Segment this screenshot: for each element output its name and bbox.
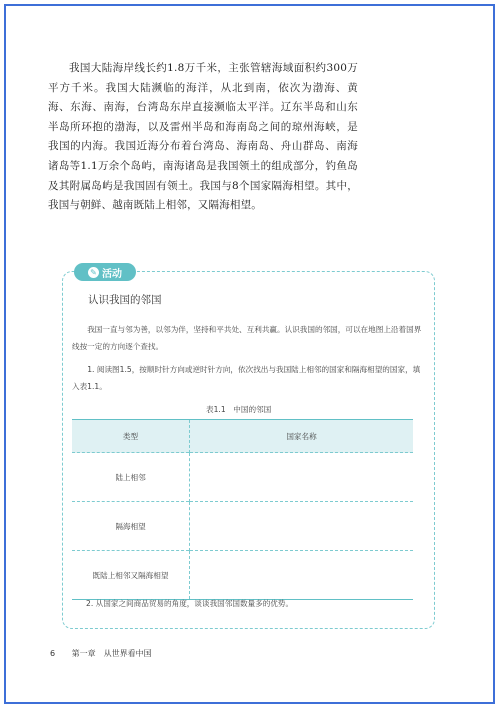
table-row-type: 陆上相邻 — [72, 453, 190, 502]
table-row — [72, 551, 413, 600]
chapter-title: 第一章 从世界看中国 — [71, 649, 152, 658]
table-header-row — [72, 420, 413, 453]
page-footer — [50, 648, 152, 659]
neighbors-table — [72, 419, 413, 600]
table-header-type: 类型 — [72, 420, 190, 453]
activity-badge — [74, 263, 136, 281]
activity-badge-label: 活动 — [102, 268, 122, 280]
table-row-type: 隔海相望 — [72, 502, 190, 551]
pencil-icon: ✎ — [88, 267, 99, 278]
activity-question-1: 1. 阅读图1.5，按顺时针方向或逆时针方向，依次找出与我国陆上相邻的国家和隔海相望的国家，填入表1.1。 — [72, 365, 421, 391]
table-row-countries[interactable] — [190, 551, 414, 600]
activity-intro: 我国一直与邻为善，以邻为伴，坚持和平共处、互利共赢。认识我国的邻国，可以在地图上沿着国界线按一定的方向逐个查找。 — [72, 325, 422, 351]
activity-title: 认识我国的邻国 — [88, 294, 162, 306]
table-row-countries[interactable] — [190, 502, 414, 551]
page-number: 6 — [50, 649, 56, 658]
table-row — [72, 453, 413, 502]
table-header-country: 国家名称 — [190, 420, 414, 453]
body-paragraph: 我国大陆海岸线长约1.8万千米，主张管辖海域面积约300万平方千米。我国大陆濒临的海洋，从北到南，依次为渤海、黄海、东海、南海，台湾岛东岸直接濒临太平洋。辽东半岛和山东半岛所环抱的渤海，以及雷州半岛和海南岛之间的琼州海峡，是我国的内海。我国近海分布着台湾岛、海南岛、舟山群岛、南海诸岛等1.1万余个岛屿，南海诸岛是我国领土的组成部分，钓鱼岛及其附属岛屿是我国固有领土。我国与8个国家隔海相望。其中，我国与朝鲜、越南既陆上相邻，又隔海相望。 — [48, 62, 358, 212]
activity-question-2: 2. 从国家之间商品贸易的角度，谈谈我国邻国数量多的优势。 — [86, 599, 294, 608]
table-row-type: 既陆上相邻又隔海相望 — [72, 551, 190, 600]
table-row — [72, 502, 413, 551]
table-caption: 表1.1 中国的邻国 — [206, 405, 272, 414]
table-row-countries[interactable] — [190, 453, 414, 502]
